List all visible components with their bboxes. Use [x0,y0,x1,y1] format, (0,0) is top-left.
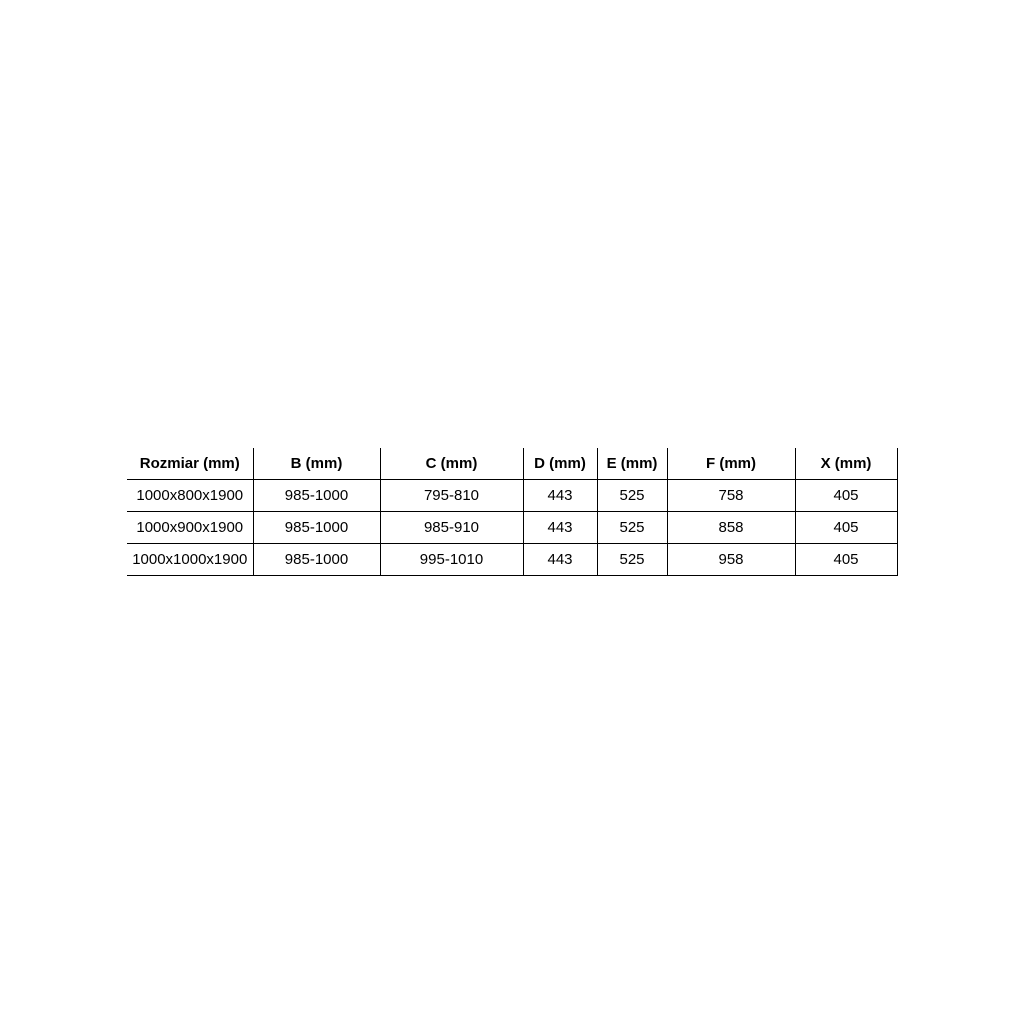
column-header-f: F (mm) [667,448,795,479]
cell-d: 443 [523,543,597,575]
column-header-x: X (mm) [795,448,897,479]
column-header-d: D (mm) [523,448,597,479]
cell-e: 525 [597,543,667,575]
cell-e: 525 [597,511,667,543]
cell-rozmiar: 1000x900x1900 [127,511,253,543]
cell-b: 985-1000 [253,479,380,511]
cell-f: 858 [667,511,795,543]
cell-x: 405 [795,511,897,543]
cell-c: 985-910 [380,511,523,543]
column-header-c: C (mm) [380,448,523,479]
column-header-e: E (mm) [597,448,667,479]
cell-rozmiar: 1000x1000x1900 [127,543,253,575]
cell-c: 995-1010 [380,543,523,575]
cell-d: 443 [523,511,597,543]
cell-b: 985-1000 [253,511,380,543]
cell-x: 405 [795,543,897,575]
table-row [127,543,897,575]
cell-c: 795-810 [380,479,523,511]
dimensions-table [127,448,898,576]
table-row [127,511,897,543]
table-row [127,479,897,511]
cell-rozmiar: 1000x800x1900 [127,479,253,511]
header-row [127,448,897,479]
column-header-b: B (mm) [253,448,380,479]
cell-b: 985-1000 [253,543,380,575]
cell-x: 405 [795,479,897,511]
column-header-rozmiar: Rozmiar (mm) [127,448,253,479]
cell-f: 758 [667,479,795,511]
cell-d: 443 [523,479,597,511]
cell-e: 525 [597,479,667,511]
cell-f: 958 [667,543,795,575]
